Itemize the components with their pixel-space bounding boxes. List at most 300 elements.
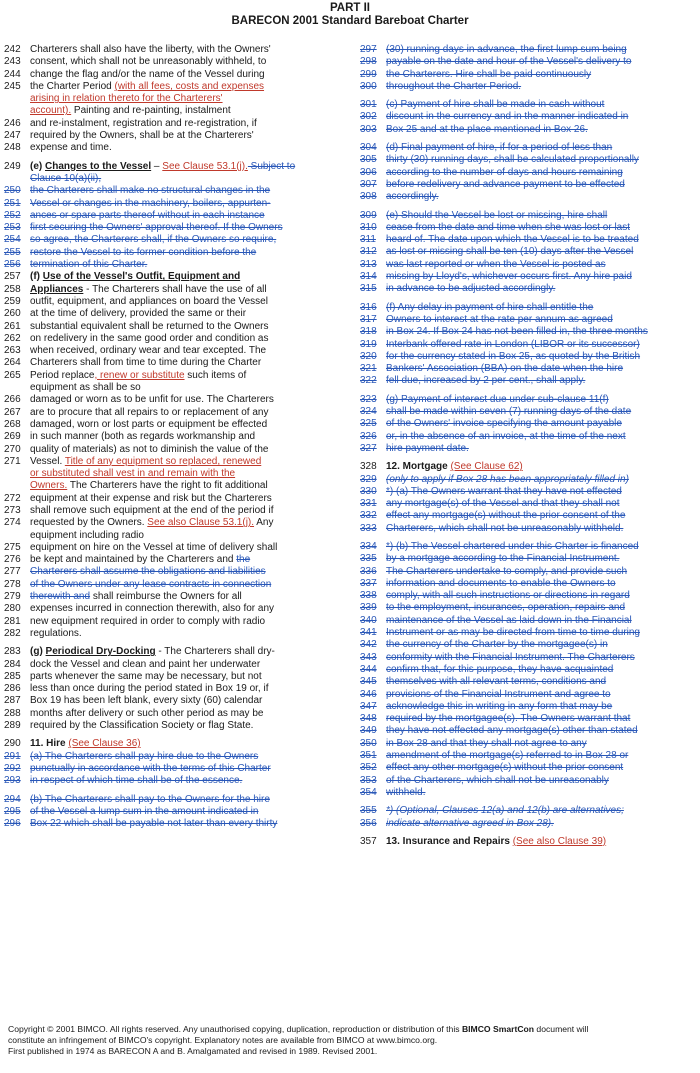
- text-run: in Box 28 and that they shall not agree to any: [386, 737, 587, 749]
- line-number: 266: [4, 394, 21, 406]
- line-number: 325: [360, 418, 377, 430]
- line-text: [386, 191, 696, 203]
- line-number: [4, 480, 30, 492]
- line-text: [386, 639, 696, 651]
- text-run: shall reimburse the Owners for all: [90, 591, 242, 603]
- text-line: [360, 578, 696, 590]
- line-number: 329: [360, 473, 377, 485]
- line-number: 294: [4, 793, 21, 805]
- text-line: [360, 69, 696, 81]
- line-number: 263: [4, 345, 21, 357]
- line-number: 287: [4, 695, 21, 707]
- text-run: (See Clause 62): [450, 461, 523, 473]
- text-line: [360, 111, 696, 123]
- line-text: [30, 554, 354, 566]
- line-number: 256: [4, 259, 21, 271]
- text-run: or substituted shall vest in and remain with the: [30, 468, 236, 480]
- text-run: confirm that, for this purpose, they have acquainted: [386, 663, 614, 675]
- text-run: account).: [30, 105, 72, 117]
- line-number: 301: [360, 99, 377, 111]
- text-line: [360, 553, 696, 565]
- text-line: [360, 418, 696, 430]
- line-text: [30, 394, 354, 406]
- text-line: [360, 234, 696, 246]
- line-number: 323: [360, 393, 377, 405]
- text-line: [4, 130, 354, 142]
- text-run: maintenance of the Vessel as laid down in the Financial: [386, 614, 632, 626]
- text-run: Use of the Vessel's Outfit, Equipment and: [42, 271, 241, 283]
- text-run: (30) running days in advance, the first lump sum being: [386, 44, 627, 55]
- text-run: (g): [30, 646, 46, 658]
- text-run: –: [151, 160, 163, 172]
- text-run: 11. Hire: [30, 738, 69, 750]
- text-run: therewith and: [30, 591, 91, 603]
- text-run: damaged or worn as to be unfit for use. The Charterers: [30, 394, 274, 406]
- text-line: [360, 805, 696, 817]
- text-run: heard of. The date upon which the Vessel is to be treated: [386, 234, 639, 246]
- text-line: [360, 701, 696, 713]
- text-run: quality of materials) as not to diminish the value of the: [30, 443, 269, 455]
- part-label: PART II: [329, 2, 371, 14]
- line-number: 330: [360, 485, 377, 497]
- line-text: [30, 468, 354, 480]
- line-text: [386, 363, 696, 375]
- line-number: 289: [4, 720, 21, 732]
- text-run: Charterers shall from time to time during the Charter: [30, 357, 262, 369]
- line-number: 265: [4, 369, 21, 381]
- text-line: [4, 247, 354, 259]
- line-text: [30, 806, 354, 818]
- line-text: [386, 836, 696, 848]
- line-text: [386, 566, 696, 578]
- text-line: [4, 185, 354, 197]
- line-text: [30, 44, 354, 56]
- line-number: 320: [360, 350, 377, 362]
- line-text: [30, 247, 354, 259]
- text-line: [4, 259, 354, 271]
- line-number: 291: [4, 750, 21, 762]
- text-run: for the currency stated in Box 25, as quoted by the British: [386, 350, 641, 362]
- line-number: 260: [4, 308, 21, 320]
- line-number: 357: [360, 835, 377, 847]
- line-number: [4, 382, 30, 394]
- text-run: the Charterers. Hire shall be paid continuously: [386, 68, 592, 80]
- text-run: Vessel or changes in the machinery, boilers, appurten-: [30, 197, 271, 209]
- line-text: [30, 566, 354, 578]
- line-number: 340: [360, 614, 377, 626]
- text-line: [4, 93, 354, 105]
- text-run: See Clause 53.1(j).: [162, 160, 248, 172]
- line-number: 273: [4, 504, 21, 516]
- line-text: [386, 234, 696, 246]
- line-text: [30, 671, 354, 683]
- line-text: [30, 646, 354, 658]
- line-text: [30, 259, 354, 271]
- text-line: [360, 590, 696, 602]
- line-text: [30, 284, 354, 296]
- line-number: 267: [4, 406, 21, 418]
- text-run: first securing the Owners' approval thereof. If the Owners: [30, 222, 283, 234]
- line-number: 276: [4, 554, 21, 566]
- text-run: , renew or substitute: [94, 369, 185, 381]
- text-run: the: [236, 554, 251, 566]
- text-run: damaged, worn or lost parts or equipment be effected: [30, 418, 268, 430]
- line-number: 295: [4, 805, 21, 817]
- text-line: [4, 505, 354, 517]
- text-run: Clause 10(a)(ii),: [30, 172, 102, 184]
- line-text: [386, 222, 696, 234]
- line-text: [30, 708, 354, 720]
- text-run: information and documents to enable the Owners to: [386, 577, 616, 589]
- text-run: by a mortgage according to the Financial Instrument.: [386, 553, 620, 565]
- text-line: [360, 191, 696, 203]
- line-text: [30, 271, 354, 283]
- line-number: 349: [360, 725, 377, 737]
- line-text: [386, 602, 696, 614]
- line-number: 302: [360, 111, 377, 123]
- text-line: [360, 652, 696, 664]
- text-run: punctually in accordance with the terms of this Charter: [30, 762, 271, 774]
- line-text: [386, 259, 696, 271]
- line-number: 278: [4, 578, 21, 590]
- text-line: [360, 326, 696, 338]
- text-run: such items of: [184, 369, 247, 381]
- text-run: required by the Owners, shall be at the Charterers': [30, 130, 254, 142]
- text-run: *) (Optional, Clauses 12(a) and 12(b) are alternatives;: [386, 805, 624, 817]
- line-number: 313: [360, 258, 377, 270]
- text-line: [360, 363, 696, 375]
- text-run: indicate alternative agreed in Box 28).: [386, 817, 554, 829]
- line-text: [386, 553, 696, 565]
- line-text: [30, 683, 354, 695]
- footer-brand: BIMCO SmartCon: [461, 1024, 535, 1034]
- text-run: in respect of which time shall be of the essence.: [30, 775, 243, 787]
- text-run: The Charterers undertake to comply, and provide such: [386, 565, 628, 577]
- line-number: 275: [4, 541, 21, 553]
- text-run: (e) Should the Vessel be lost or missing, hire shall: [386, 209, 608, 221]
- line-number: 297: [360, 44, 377, 55]
- line-text: [30, 419, 354, 431]
- text-run: effect any other mortgage(s) without the prior consent: [386, 762, 624, 774]
- line-number: 324: [360, 406, 377, 418]
- text-line: [4, 419, 354, 431]
- text-line: [4, 738, 354, 750]
- text-line: [360, 510, 696, 522]
- line-number: 314: [360, 271, 377, 283]
- line-number: 293: [4, 775, 21, 787]
- text-line: [360, 210, 696, 222]
- text-run: outfit, equipment, and appliances on board the Vessel: [30, 295, 268, 307]
- text-run: according to the number of days and hours remaining: [386, 166, 623, 178]
- line-text: [30, 161, 354, 173]
- text-line: [4, 234, 354, 246]
- line-text: [386, 124, 696, 136]
- line-number: 283: [4, 646, 21, 658]
- text-line: [360, 351, 696, 363]
- line-number: 242: [4, 44, 21, 55]
- line-number: 288: [4, 707, 21, 719]
- line-text: [30, 210, 354, 222]
- text-line: [360, 474, 696, 486]
- line-number: 312: [360, 246, 377, 258]
- text-run: Box 22 which shall be payable not later than every thirty: [30, 818, 278, 830]
- text-run: Box 25 and at the place mentioned in Box 26.: [386, 123, 588, 135]
- line-number: 245: [4, 80, 21, 92]
- text-line: [4, 222, 354, 234]
- text-run: - The Charterers shall have the use of all: [83, 283, 267, 295]
- text-line: [4, 69, 354, 81]
- line-text: [386, 314, 696, 326]
- text-run: in such manner (both as regards workmanship and: [30, 431, 256, 443]
- line-number: 335: [360, 553, 377, 565]
- text-run: less than once during the period stated in Box 19 or, if: [30, 683, 269, 695]
- text-line: [360, 775, 696, 787]
- text-line: [4, 480, 354, 492]
- line-text: [386, 179, 696, 191]
- text-line: [4, 296, 354, 308]
- text-run: shall remove such equipment at the end of the period if: [30, 504, 274, 516]
- text-line: [4, 81, 354, 93]
- text-line: [4, 775, 354, 787]
- text-run: (b) The Charterers shall pay to the Owners for the hire: [30, 793, 270, 805]
- line-number: 296: [4, 818, 21, 830]
- text-run: regulations.: [30, 627, 82, 639]
- line-text: [386, 394, 696, 406]
- line-text: [30, 505, 354, 517]
- line-number: 315: [360, 283, 377, 295]
- line-number: 262: [4, 332, 21, 344]
- line-number: 248: [4, 142, 21, 154]
- line-text: [386, 44, 696, 56]
- text-line: [360, 566, 696, 578]
- text-run: required by the Classification Society or flag State.: [30, 720, 254, 732]
- text-line: [4, 616, 354, 628]
- line-number: 326: [360, 430, 377, 442]
- line-text: [386, 461, 696, 473]
- line-text: [386, 167, 696, 179]
- footer-text-1a: Copyright © 2001 BIMCO. All rights reserved. Any unauthorised copying, duplication, reproduction or distribution of this: [8, 1024, 462, 1034]
- text-run: the Charter Period: [30, 80, 115, 92]
- text-line: [360, 154, 696, 166]
- text-line: [360, 259, 696, 271]
- line-text: [386, 339, 696, 351]
- text-line: [360, 498, 696, 510]
- line-text: [386, 375, 696, 387]
- line-number: 286: [4, 683, 21, 695]
- line-text: [386, 510, 696, 522]
- text-run: themselves with all relevant terms, conditions and: [386, 676, 607, 688]
- text-run: payable on the date and hour of the Vessel's delivery to: [386, 56, 632, 68]
- text-run: was last reported or when the Vessel is posted as: [386, 258, 606, 270]
- line-text: [30, 493, 354, 505]
- line-number: 339: [360, 602, 377, 614]
- line-text: [30, 198, 354, 210]
- right-column: [360, 44, 696, 848]
- text-run: (f): [30, 271, 43, 283]
- line-number: 268: [4, 418, 21, 430]
- text-run: Owners to interest at the rate per annum as agreed: [386, 313, 613, 325]
- line-text: [386, 725, 696, 737]
- text-line: [360, 339, 696, 351]
- text-run: (c) Payment of hire shall be made in cash without: [386, 99, 605, 111]
- text-line: [360, 725, 696, 737]
- line-text: [30, 751, 354, 763]
- text-run: restore the Vessel to its former condition before the: [30, 246, 257, 258]
- text-run: Any: [254, 517, 274, 529]
- line-text: [30, 720, 354, 732]
- footer-text-3: First published in 1974 as BARECON A and B. Amalgamated and revised in 1989. Revised 2001.: [8, 1046, 378, 1056]
- text-line: [4, 210, 354, 222]
- line-number: 344: [360, 663, 377, 675]
- line-number: 303: [360, 123, 377, 135]
- text-line: [360, 56, 696, 68]
- line-number: 355: [360, 805, 377, 817]
- text-line: [4, 695, 354, 707]
- line-text: [386, 498, 696, 510]
- line-number: 346: [360, 688, 377, 700]
- text-run: required by the mortgagee(s). The Owners warrant that: [386, 713, 631, 725]
- line-text: [386, 443, 696, 455]
- line-number: 317: [360, 313, 377, 325]
- text-line: [4, 333, 354, 345]
- line-text: [30, 530, 354, 542]
- line-number: 350: [360, 737, 377, 749]
- text-run: in Box 24. If Box 24 has not been filled in, the three months: [386, 326, 648, 338]
- text-line: [4, 646, 354, 658]
- line-text: [386, 787, 696, 799]
- text-line: [4, 44, 354, 56]
- line-number: 253: [4, 222, 21, 234]
- text-run: equipment at their expense and risk but the Charterers: [30, 492, 272, 504]
- text-run: Charterers, which shall not be unreasonably withheld.: [386, 522, 624, 534]
- text-line: [4, 794, 354, 806]
- line-text: [30, 628, 354, 640]
- text-run: thirty (30) running days, shall be calculated proportionally: [386, 154, 639, 166]
- line-text: [30, 382, 354, 394]
- line-number: 292: [4, 762, 21, 774]
- line-number: 333: [360, 522, 377, 534]
- line-text: [386, 750, 696, 762]
- text-line: [360, 523, 696, 535]
- text-line: [4, 579, 354, 591]
- line-text: [386, 418, 696, 430]
- line-text: [30, 695, 354, 707]
- text-line: [4, 751, 354, 763]
- text-run: (d) Final payment of hire, if for a period of less than: [386, 142, 613, 154]
- line-text: [386, 652, 696, 664]
- line-number: 259: [4, 295, 21, 307]
- line-text: [386, 99, 696, 111]
- text-run: requested by the Owners.: [30, 517, 148, 529]
- text-run: arising in relation thereto for the Charterers': [30, 93, 223, 105]
- line-number: 261: [4, 320, 21, 332]
- text-run: of the Owners' invoice specifying the amount payable: [386, 418, 622, 430]
- line-number: 336: [360, 565, 377, 577]
- text-line: [360, 81, 696, 93]
- line-number: [4, 173, 30, 185]
- text-run: dock the Vessel and clean and paint her underwater: [30, 658, 261, 670]
- text-run: the currency of the Charter by the mortgagee(s) in: [386, 639, 608, 651]
- text-run: missing by Lloyd's, whichever occurs first. Any hire paid: [386, 271, 632, 283]
- line-text: [386, 775, 696, 787]
- text-run: Charterers shall also have the liberty, with the Owners': [30, 44, 271, 55]
- line-text: [386, 56, 696, 68]
- text-line: [4, 542, 354, 554]
- text-run: equipment on hire on the Vessel at time of delivery shall: [30, 541, 278, 553]
- text-run: comply, with all such instructions or directions in regard: [386, 590, 630, 602]
- text-line: [4, 105, 354, 117]
- text-run: Title of any equipment so replaced, renewed: [64, 455, 262, 467]
- line-number: 348: [360, 713, 377, 725]
- text-run: the Charterers shall make no structural changes in the: [30, 185, 271, 197]
- text-run: of the Vessel a lump sum in the amount indicated in: [30, 805, 259, 817]
- text-line: [360, 676, 696, 688]
- line-text: [386, 689, 696, 701]
- line-number: 246: [4, 117, 21, 129]
- line-number: 290: [4, 738, 21, 750]
- text-run: The Charterers have the right to fit additional: [67, 480, 268, 492]
- line-text: [386, 523, 696, 535]
- line-number: 258: [4, 283, 21, 295]
- text-line: [4, 456, 354, 468]
- line-text: [30, 579, 354, 591]
- text-run: before redelivery and advance payment to be effected: [386, 178, 625, 190]
- line-number: 310: [360, 221, 377, 233]
- text-line: [4, 591, 354, 603]
- line-text: [386, 326, 696, 338]
- line-text: [386, 142, 696, 154]
- text-line: [4, 161, 354, 173]
- line-text: [386, 406, 696, 418]
- line-text: [386, 713, 696, 725]
- line-number: 307: [360, 178, 377, 190]
- text-run: parts whenever the same may be necessary, but not: [30, 670, 262, 682]
- text-run: in advance to be adjusted accordingly.: [386, 283, 556, 295]
- line-number: 309: [360, 209, 377, 221]
- line-number: 280: [4, 603, 21, 615]
- text-line: [360, 179, 696, 191]
- text-run: Box 19 has been left blank, every sixty (60) calendar: [30, 695, 263, 707]
- line-number: 249: [4, 160, 21, 172]
- text-run: accordingly.: [386, 191, 439, 203]
- line-text: [30, 69, 354, 81]
- line-number: 270: [4, 443, 21, 455]
- text-run: cease from the date and time when she was lost or last: [386, 221, 631, 233]
- line-text: [386, 805, 696, 817]
- text-run: discount in the currency and in the manner indicated in: [386, 111, 629, 123]
- line-text: [386, 818, 696, 830]
- text-line: [360, 124, 696, 136]
- line-number: 264: [4, 357, 21, 369]
- text-run: equipment as shall be so: [30, 382, 141, 394]
- line-number: 300: [360, 80, 377, 92]
- text-line: [4, 566, 354, 578]
- line-number: 254: [4, 234, 21, 246]
- text-run: or, in the absence of an invoice, at the time of the next: [386, 430, 626, 442]
- line-text: [386, 762, 696, 774]
- text-line: [4, 818, 354, 830]
- text-run: of the Charterers, which shall not be unreasonably: [386, 774, 609, 786]
- line-text: [30, 56, 354, 68]
- line-text: [386, 210, 696, 222]
- footer-text-1c: document will: [534, 1024, 589, 1034]
- text-run: - The Charterers shall dry-: [155, 646, 275, 658]
- line-text: [386, 431, 696, 443]
- line-number: 331: [360, 498, 377, 510]
- text-run: withheld.: [386, 786, 426, 798]
- text-line: [360, 486, 696, 498]
- line-number: 305: [360, 154, 377, 166]
